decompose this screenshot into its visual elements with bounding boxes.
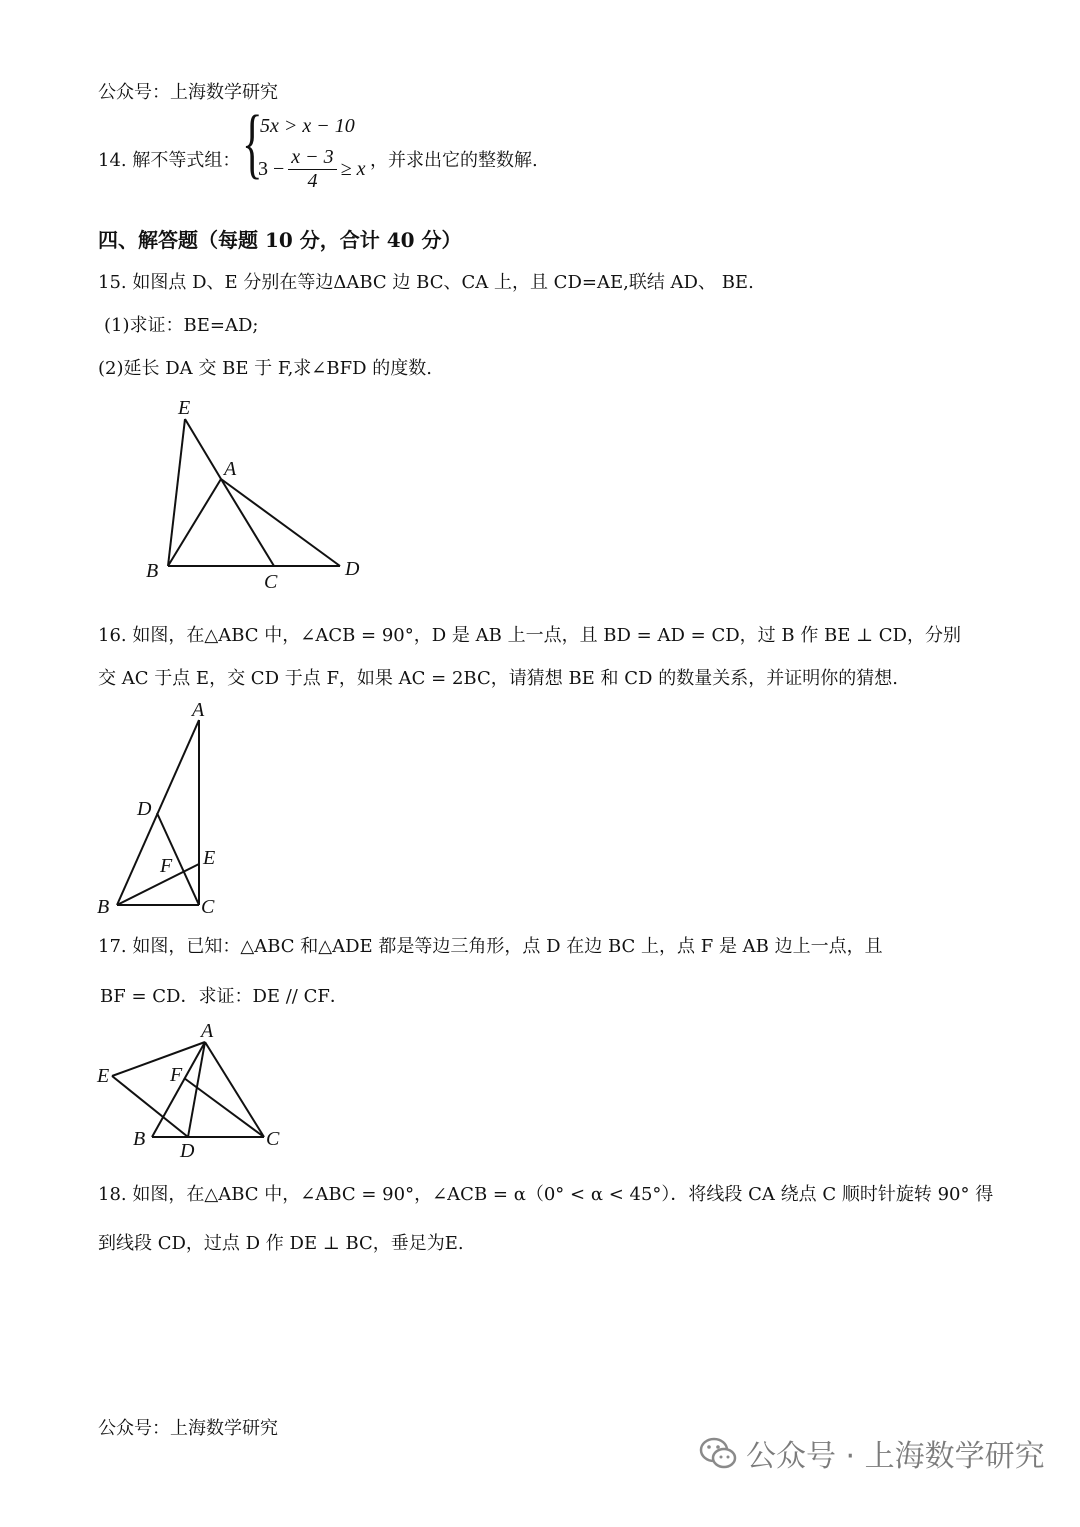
q15-label-A: A [224, 458, 237, 480]
q15-part2: (2)延长 DA 交 BE 于 F,求∠BFD 的度数. [98, 358, 432, 379]
q14-ineq2-left: 3 − [258, 158, 285, 180]
watermark [698, 1431, 1045, 1475]
q14-ineq2-right: ≥ x [340, 158, 366, 180]
q15-line-EA [185, 419, 221, 479]
q17-line-AE [112, 1042, 205, 1076]
q17-label-D: D [180, 1140, 195, 1162]
q16-label-B: B [97, 896, 110, 918]
q17-label-B: B [133, 1128, 146, 1150]
q14-suffix: ，并求出它的整数解. [370, 150, 538, 171]
q15-part1: (1)求证：BE=AD; [104, 315, 259, 336]
q16-line1: 16. 如图，在△ABC 中，∠ACB = 90°，D 是 AB 上一点，且 BD = AD = CD，过 B 作 BE ⊥ CD，分别 [98, 625, 961, 646]
header-account: 公众号：上海数学研究 [98, 82, 278, 103]
q14-brace: { [242, 99, 263, 186]
q14-inequality-1: 5x > x − 10 [260, 115, 355, 137]
q15-figure [168, 419, 340, 566]
watermark-text: 公众号 · 上海数学研究 [746, 1439, 1045, 1474]
q17-line-AC [205, 1042, 264, 1137]
q15-label-B: B [146, 560, 159, 582]
q18-line2: 到线段 CD，过点 D 作 DE ⊥ BC，垂足为E. [98, 1233, 464, 1254]
q16-line-BE [117, 864, 199, 905]
q17-label-C: C [266, 1128, 280, 1150]
q16-label-E: E [203, 847, 216, 869]
q16-label-A: A [192, 699, 205, 721]
footer-account: 公众号：上海数学研究 [98, 1418, 278, 1439]
q15-text: 15. 如图点 D、E 分别在等边ΔABC 边 BC、CA 上，且 CD=AE,联结 AD、 BE. [98, 272, 754, 293]
section-title: 四、解答题（每题 10 分，合计 40 分） [98, 228, 462, 252]
q15-label-D: D [345, 558, 360, 580]
q18-line1: 18. 如图，在△ABC 中，∠ABC = 90°，∠ACB = α（0° < α < 45°）．将线段 CA 绕点 C 顺时针旋转 90° 得 [98, 1184, 994, 1205]
q14-frac-denominator: 4 [307, 170, 318, 192]
q17-label-E: E [97, 1065, 110, 1087]
wechat-icon [698, 1435, 738, 1471]
q16-figure [117, 720, 199, 905]
q15-label-E: E [178, 397, 191, 419]
q17-label-A: A [201, 1020, 214, 1042]
q15-line-AD [221, 479, 340, 566]
q16-label-D: D [137, 798, 152, 820]
q14-frac-numerator: x − 3 [288, 146, 336, 170]
q16-label-C: C [201, 896, 215, 918]
q16-label-F: F [160, 855, 173, 877]
q17-line-FC [184, 1078, 264, 1137]
q14-label: 14. 解不等式组： [98, 150, 241, 171]
q16-line2: 交 AC 于点 E，交 CD 于点 F，如果 AC = 2BC，请猜想 BE 和 CD 的数量关系，并证明你的猜想. [98, 668, 898, 689]
q17-figure [112, 1042, 264, 1137]
q17-label-F: F [170, 1064, 183, 1086]
q17-line2: BF = CD．求证：DE // CF． [100, 986, 348, 1007]
q15-line-AC [221, 479, 274, 566]
q17-line1: 17. 如图，已知：△ABC 和△ADE 都是等边三角形，点 D 在边 BC 上，点 F 是 AB 边上一点，且 [98, 936, 883, 957]
q15-label-C: C [264, 571, 278, 593]
